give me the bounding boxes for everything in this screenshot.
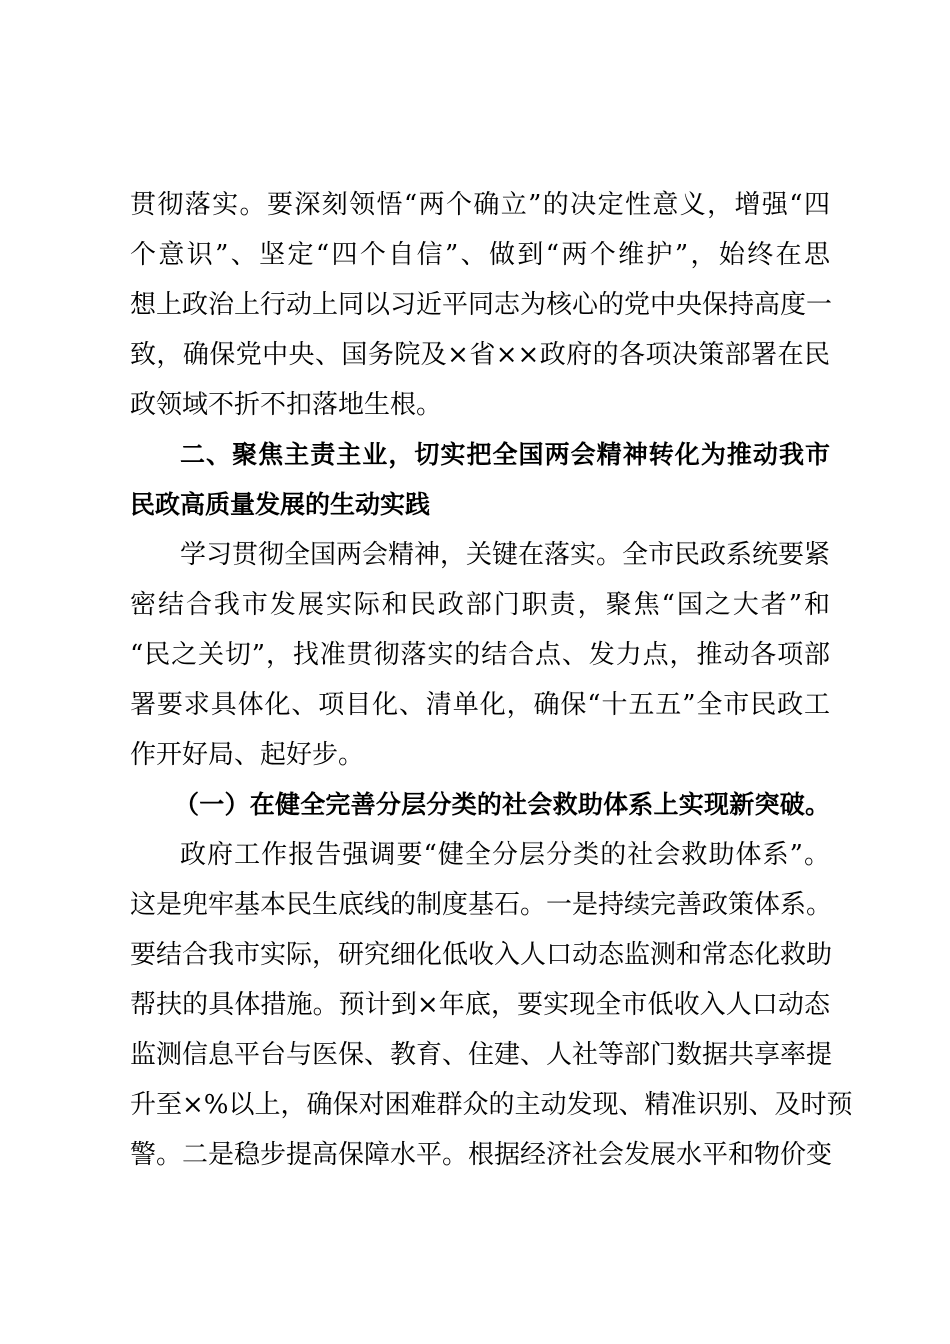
paragraph-1-line-5: 政领域不折不扣落地生根。 bbox=[130, 390, 443, 420]
subsection-heading: （一）在健全完善分层分类的社会救助体系上实现新突破。 bbox=[174, 790, 830, 819]
paragraph-1-line-3: 想上政治上行动上同以习近平同志为核心的党中央保持高度一 bbox=[130, 290, 833, 320]
paragraph-2-line-5: 作开好局、起好步。 bbox=[130, 740, 365, 770]
paragraph-3-line-7: 警。二是稳步提高保障水平。根据经济社会发展水平和物价变 bbox=[130, 1140, 833, 1170]
paragraph-3-line-4: 帮扶的具体措施。预计到×年底，要实现全市低收入人口动态 bbox=[130, 990, 830, 1020]
paragraph-3-line-6: 升至×%以上，确保对困难群众的主动发现、精准识别、及时预 bbox=[130, 1090, 853, 1120]
paragraph-3-line-2: 这是兜牢基本民生底线的制度基石。一是持续完善政策体系。 bbox=[130, 890, 833, 920]
paragraph-2-line-2: 密结合我市发展实际和民政部门职责，聚焦“国之大者”和 bbox=[130, 590, 830, 620]
section-heading-line-2: 民政高质量发展的生动实践 bbox=[130, 490, 431, 519]
paragraph-1-line-2: 个意识”、坚定“四个自信”、做到“两个维护”，始终在思 bbox=[130, 240, 830, 270]
paragraph-3-line-3: 要结合我市实际，研究细化低收入人口动态监测和常态化救助 bbox=[130, 940, 833, 970]
paragraph-2-line-1: 学习贯彻全国两会精神，关键在落实。全市民政系统要紧 bbox=[180, 540, 831, 570]
paragraph-1-line-1: 贯彻落实。要深刻领悟“两个确立”的决定性意义，增强“四 bbox=[130, 190, 830, 220]
section-heading-line-1: 二、聚焦主责主业，切实把全国两会精神转化为推动我市 bbox=[180, 440, 830, 469]
paragraph-1-line-4: 致，确保党中央、国务院及×省××政府的各项决策部署在民 bbox=[130, 340, 830, 370]
paragraph-3-line-5: 监测信息平台与医保、教育、住建、人社等部门数据共享率提 bbox=[130, 1040, 833, 1070]
paragraph-2-line-3: “民之关切”，找准贯彻落实的结合点、发力点，推动各项部 bbox=[130, 640, 830, 670]
paragraph-2-line-4: 署要求具体化、项目化、清单化，确保“十五五”全市民政工 bbox=[130, 690, 830, 720]
paragraph-3-line-1: 政府工作报告强调要“健全分层分类的社会救助体系”。 bbox=[180, 840, 830, 870]
